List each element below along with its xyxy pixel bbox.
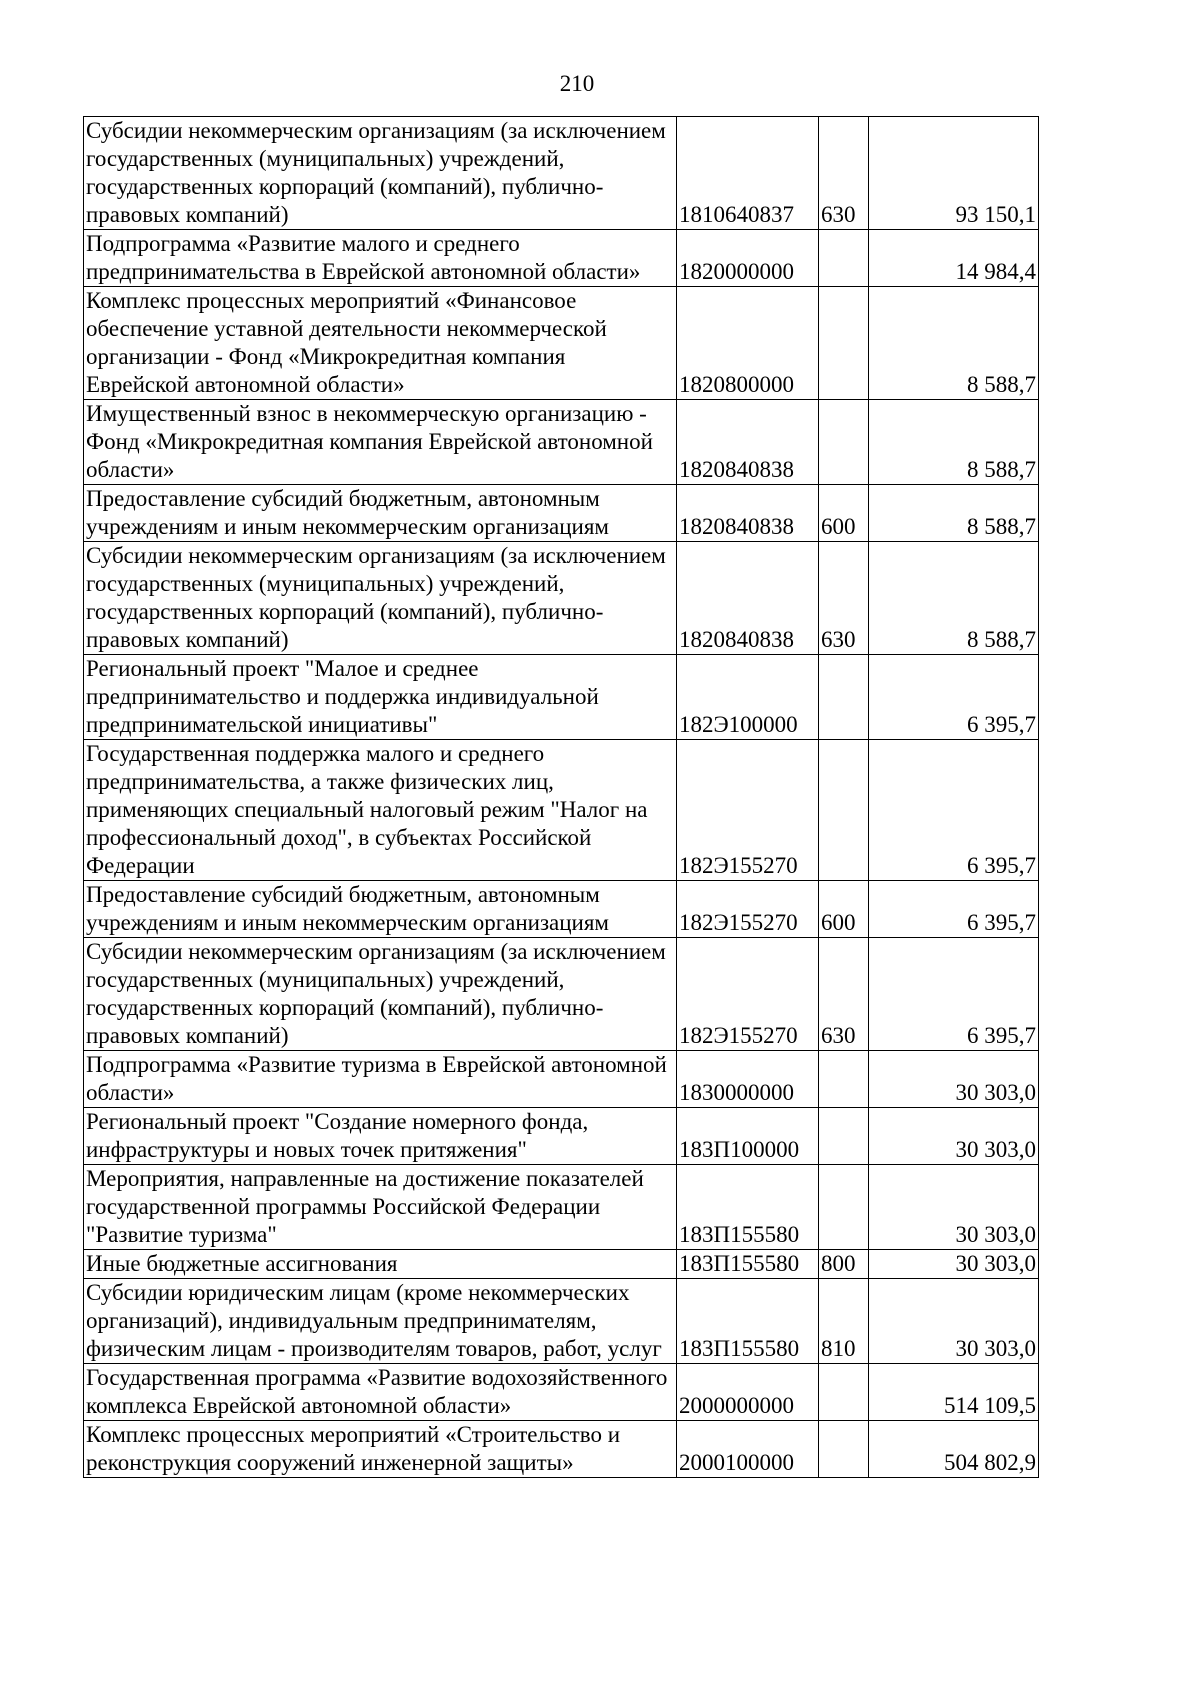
row-target-code: 182Э100000: [677, 655, 819, 740]
row-expense-type: [819, 287, 869, 400]
table-row: [84, 1364, 1039, 1421]
row-target-code: 1820840838: [677, 542, 819, 655]
table-row: [84, 1421, 1039, 1478]
row-expense-type: [819, 230, 869, 287]
row-amount: 6 395,7: [869, 881, 1039, 938]
row-expense-type: 600: [819, 485, 869, 542]
table-row: [84, 1108, 1039, 1165]
row-target-code: 183П155580: [677, 1165, 819, 1250]
row-target-code: 1830000000: [677, 1051, 819, 1108]
row-target-code: 183П100000: [677, 1108, 819, 1165]
row-amount: 6 395,7: [869, 655, 1039, 740]
row-name: Имущественный взнос в некоммерческую организацию - Фонд «Микрокредитная компания Еврейской автономной области»: [84, 400, 677, 485]
row-name: Субсидии юридическим лицам (кроме некоммерческих организаций), индивидуальным предпринимателям, физическим лицам - производителям товаров, работ, услуг: [84, 1279, 677, 1364]
row-expense-type: 600: [819, 881, 869, 938]
row-target-code: 2000000000: [677, 1364, 819, 1421]
row-expense-type: 630: [819, 542, 869, 655]
table-row: [84, 117, 1039, 230]
row-name: Иные бюджетные ассигнования: [84, 1250, 677, 1279]
row-target-code: 183П155580: [677, 1250, 819, 1279]
row-name: Субсидии некоммерческим организациям (за исключением государственных (муниципальных) учреждений, государственных корпораций (компаний), публично-правовых компаний): [84, 938, 677, 1051]
table-row: [84, 287, 1039, 400]
row-name: Государственная поддержка малого и среднего предпринимательства, а также физических лиц, применяющих специальный налоговый режим "Налог на профессиональный доход", в субъектах Российской Федерации: [84, 740, 677, 881]
row-expense-type: [819, 1364, 869, 1421]
row-name: Мероприятия, направленные на достижение показателей государственной программы Российской Федерации "Развитие туризма": [84, 1165, 677, 1250]
row-amount: 8 588,7: [869, 400, 1039, 485]
row-amount: 30 303,0: [869, 1165, 1039, 1250]
row-amount: 14 984,4: [869, 230, 1039, 287]
row-expense-type: 630: [819, 117, 869, 230]
table-row: [84, 230, 1039, 287]
row-name: Предоставление субсидий бюджетным, автономным учреждениям и иным некоммерческим организациям: [84, 485, 677, 542]
row-expense-type: [819, 1165, 869, 1250]
row-target-code: 2000100000: [677, 1421, 819, 1478]
row-target-code: 182Э155270: [677, 881, 819, 938]
row-amount: 504 802,9: [869, 1421, 1039, 1478]
row-name: Комплекс процессных мероприятий «Финансовое обеспечение уставной деятельности некоммерческой организации - Фонд «Микрокредитная компания Еврейской автономной области»: [84, 287, 677, 400]
row-expense-type: [819, 655, 869, 740]
row-target-code: 1810640837: [677, 117, 819, 230]
table-row: [84, 655, 1039, 740]
table-row: [84, 1051, 1039, 1108]
row-amount: 93 150,1: [869, 117, 1039, 230]
row-name: Комплекс процессных мероприятий «Строительство и реконструкция сооружений инженерной защиты»: [84, 1421, 677, 1478]
row-expense-type: [819, 740, 869, 881]
table-row: [84, 542, 1039, 655]
row-amount: 8 588,7: [869, 542, 1039, 655]
table-row: [84, 1250, 1039, 1279]
row-expense-type: 800: [819, 1250, 869, 1279]
row-target-code: 183П155580: [677, 1279, 819, 1364]
row-name: Региональный проект "Создание номерного фонда, инфраструктуры и новых точек притяжения": [84, 1108, 677, 1165]
row-amount: 6 395,7: [869, 938, 1039, 1051]
row-target-code: 182Э155270: [677, 740, 819, 881]
row-expense-type: [819, 1421, 869, 1478]
row-name: Государственная программа «Развитие водохозяйственного комплекса Еврейской автономной области»: [84, 1364, 677, 1421]
row-amount: 6 395,7: [869, 740, 1039, 881]
row-expense-type: [819, 1108, 869, 1165]
row-amount: 30 303,0: [869, 1108, 1039, 1165]
row-amount: 514 109,5: [869, 1364, 1039, 1421]
row-target-code: 182Э155270: [677, 938, 819, 1051]
row-target-code: 1820840838: [677, 400, 819, 485]
row-target-code: 1820800000: [677, 287, 819, 400]
row-name: Предоставление субсидий бюджетным, автономным учреждениям и иным некоммерческим организациям: [84, 881, 677, 938]
table-row: [84, 938, 1039, 1051]
row-expense-type: [819, 400, 869, 485]
table-row: [84, 485, 1039, 542]
row-amount: 30 303,0: [869, 1250, 1039, 1279]
row-amount: 8 588,7: [869, 287, 1039, 400]
row-amount: 30 303,0: [869, 1051, 1039, 1108]
row-expense-type: 810: [819, 1279, 869, 1364]
table-row: [84, 1279, 1039, 1364]
row-name: Субсидии некоммерческим организациям (за исключением государственных (муниципальных) учреждений, государственных корпораций (компаний), публично-правовых компаний): [84, 117, 677, 230]
table-row: [84, 740, 1039, 881]
row-amount: 8 588,7: [869, 485, 1039, 542]
row-name: Подпрограмма «Развитие туризма в Еврейской автономной области»: [84, 1051, 677, 1108]
row-expense-type: 630: [819, 938, 869, 1051]
budget-table: [83, 116, 1039, 1478]
table-row: [84, 881, 1039, 938]
row-name: Подпрограмма «Развитие малого и среднего предпринимательства в Еврейской автономной области»: [84, 230, 677, 287]
row-target-code: 1820840838: [677, 485, 819, 542]
row-amount: 30 303,0: [869, 1279, 1039, 1364]
table-row: [84, 400, 1039, 485]
row-name: Региональный проект "Малое и среднее предпринимательство и поддержка индивидуальной предпринимательской инициативы": [84, 655, 677, 740]
page-number: 210: [559, 71, 595, 96]
row-target-code: 1820000000: [677, 230, 819, 287]
row-name: Субсидии некоммерческим организациям (за исключением государственных (муниципальных) учреждений, государственных корпораций (компаний), публично-правовых компаний): [84, 542, 677, 655]
row-expense-type: [819, 1051, 869, 1108]
table-row: [84, 1165, 1039, 1250]
